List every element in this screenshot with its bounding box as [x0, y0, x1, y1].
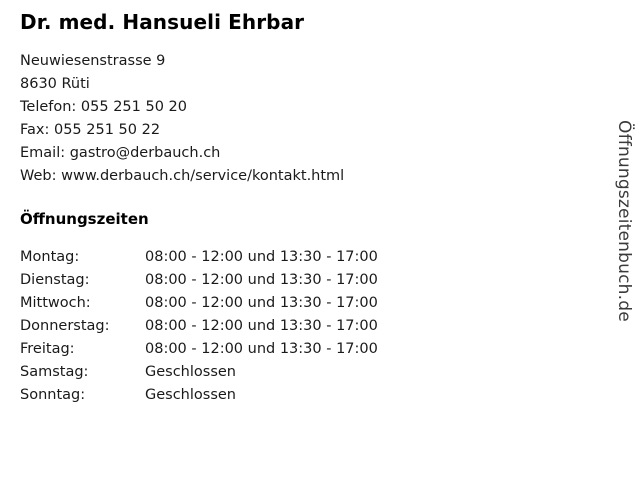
table-row: [20, 315, 378, 338]
day-label: Dienstag:: [20, 272, 90, 288]
table-row: [20, 269, 378, 292]
email-line: Email: gastro@derbauch.ch: [20, 145, 221, 161]
hours-value: Geschlossen: [145, 364, 236, 380]
day-label: Mittwoch:: [20, 295, 91, 311]
street-address: Neuwiesenstrasse 9: [20, 53, 166, 69]
hours-value: Geschlossen: [145, 387, 236, 403]
hours-value: 08:00 - 12:00 und 13:30 - 17:00: [145, 341, 378, 357]
day-label: Samstag:: [20, 364, 89, 380]
business-info-card: [20, 10, 600, 407]
table-row: [20, 384, 378, 407]
hours-value: 08:00 - 12:00 und 13:30 - 17:00: [145, 272, 378, 288]
hours-value: 08:00 - 12:00 und 13:30 - 17:00: [145, 318, 378, 334]
opening-hours-table: [20, 246, 378, 407]
hours-value: 08:00 - 12:00 und 13:30 - 17:00: [145, 295, 378, 311]
phone-line: Telefon: 055 251 50 20: [20, 99, 188, 115]
watermark-label: Öffnungszeitenbuch.de: [614, 120, 634, 322]
table-row: [20, 246, 378, 269]
opening-hours-heading: Öffnungszeiten: [20, 210, 149, 228]
website-line: Web: www.derbauch.ch/service/kontakt.html: [20, 168, 345, 184]
day-label: Montag:: [20, 249, 80, 265]
day-label: Sonntag:: [20, 387, 86, 403]
city-address: 8630 Rüti: [20, 76, 90, 92]
fax-line: Fax: 055 251 50 22: [20, 122, 161, 138]
day-label: Freitag:: [20, 341, 75, 357]
hours-value: 08:00 - 12:00 und 13:30 - 17:00: [145, 249, 378, 265]
page-title: Dr. med. Hansueli Ehrbar: [20, 10, 305, 34]
table-row: [20, 338, 378, 361]
contact-block: [20, 50, 600, 188]
table-row: [20, 292, 378, 315]
table-row: [20, 361, 378, 384]
day-label: Donnerstag:: [20, 318, 110, 334]
